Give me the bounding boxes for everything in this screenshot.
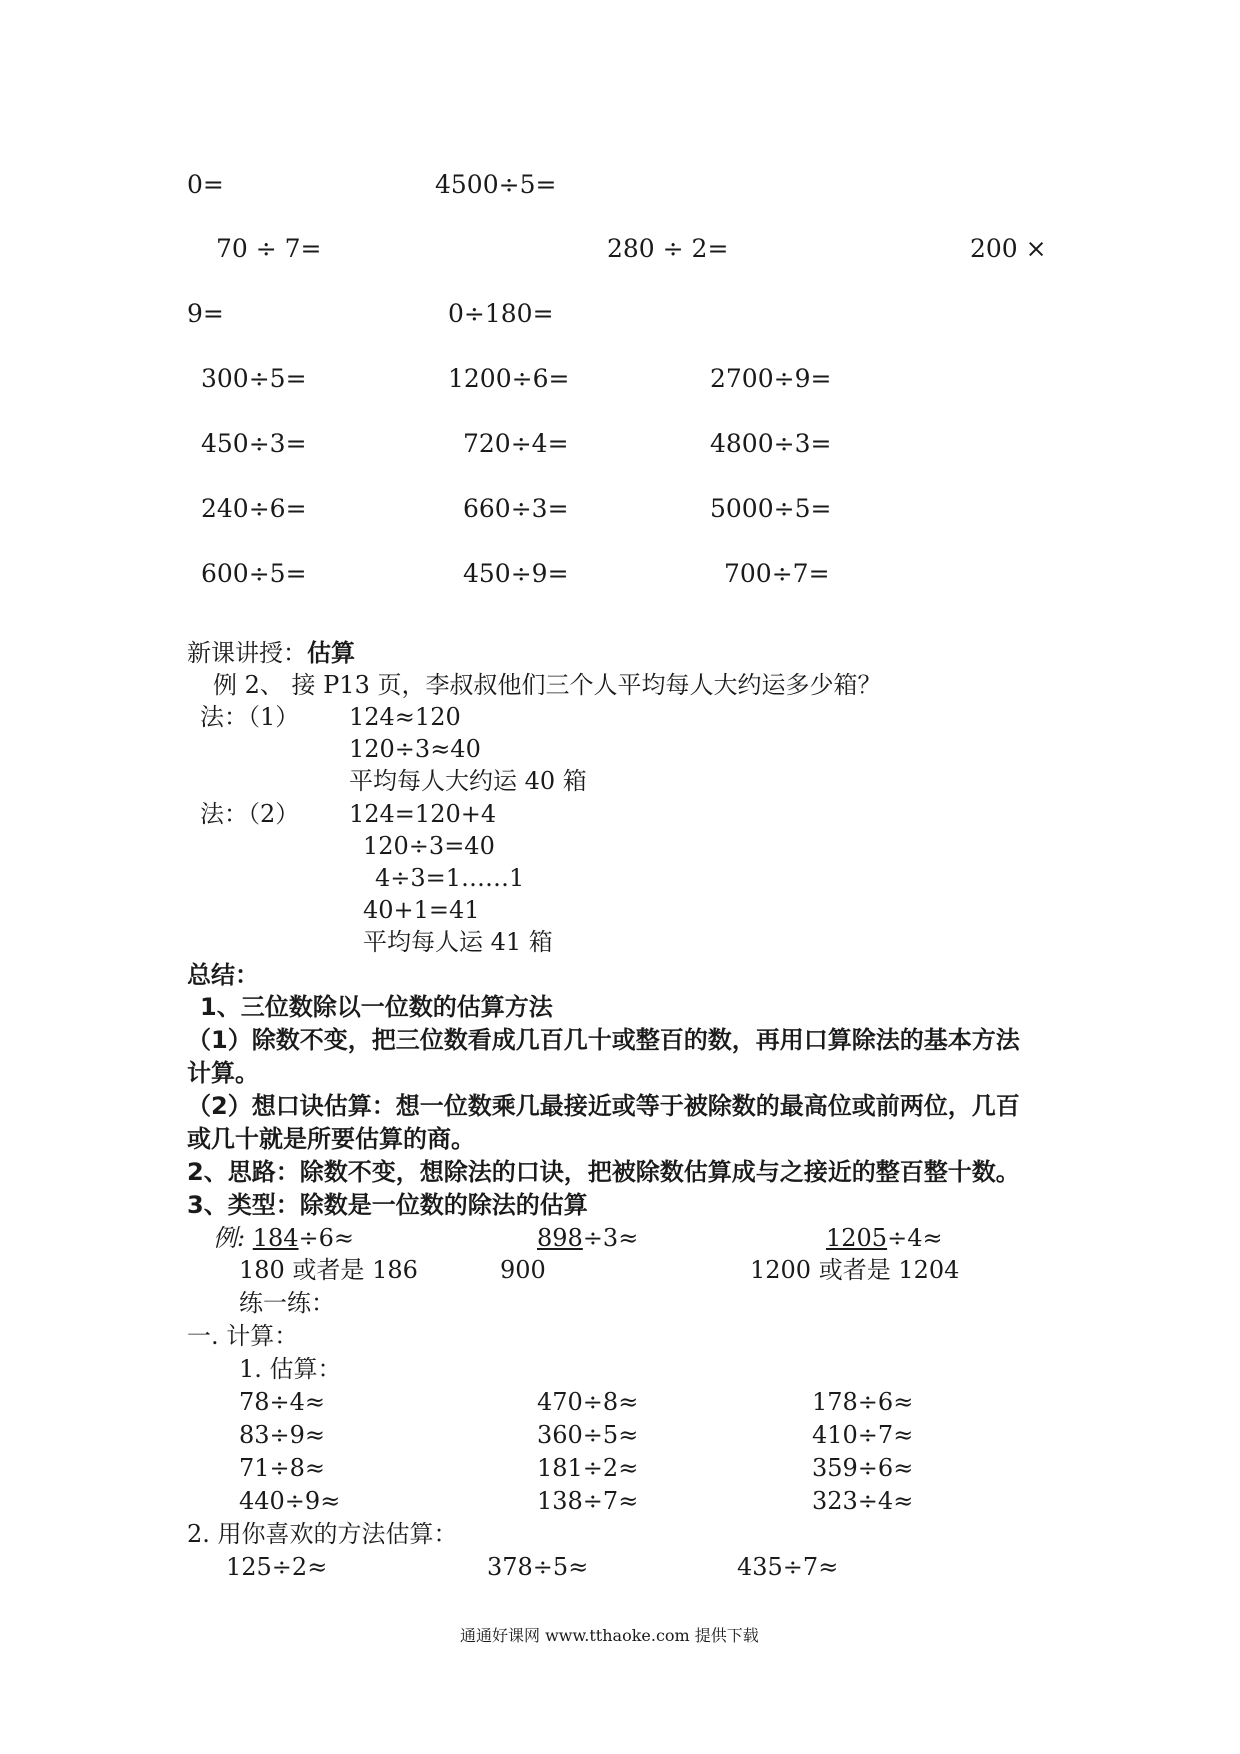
summary-point: 或几十就是所要估算的商。 <box>187 1125 475 1153</box>
oral-expr: 4800÷3= <box>710 429 832 458</box>
oral-expr: 720÷4= <box>463 429 569 458</box>
practice-expr: 359÷6≈ <box>812 1454 914 1482</box>
practice-expr: 125÷2≈ <box>226 1553 328 1581</box>
lesson-heading-prefix: 新课讲授： <box>187 639 307 667</box>
summary-point: 计算。 <box>187 1059 259 1087</box>
practice-sub: 1. 估算： <box>239 1355 342 1383</box>
practice-expr: 470÷8≈ <box>537 1388 639 1416</box>
oral-expr: 70 ÷ 7= <box>216 234 322 263</box>
example-dividend: 184 <box>252 1224 299 1252</box>
practice-expr: 83÷9≈ <box>239 1421 326 1449</box>
example-answer: 1200 或者是 1204 <box>750 1256 960 1284</box>
example-answer: 900 <box>500 1256 546 1284</box>
summary-point: 3、类型：除数是一位数的除法的估算 <box>187 1191 588 1219</box>
method-step: 40+1=41 <box>363 896 480 924</box>
practice-expr: 410÷7≈ <box>812 1421 914 1449</box>
oral-expr: 450÷9= <box>463 559 569 588</box>
practice-expr: 178÷6≈ <box>812 1388 914 1416</box>
oral-expr: 280 ÷ 2= <box>607 234 729 263</box>
lesson-heading-topic: 估算 <box>307 638 355 667</box>
example-answer: 180 或者是 186 <box>239 1256 418 1284</box>
summary-point: 2、思路：除数不变，想除法的口诀，把被除数估算成与之接近的整百整十数。 <box>187 1158 1020 1186</box>
practice-expr: 435÷7≈ <box>737 1553 839 1581</box>
page-footer: 通通好课网 www.tthaoke.com 提供下载 <box>460 1626 759 1645</box>
oral-expr: 5000÷5= <box>710 494 832 523</box>
summary-title: 总结： <box>187 961 259 989</box>
method-step: 平均每人大约运 40 箱 <box>349 767 587 795</box>
oral-expr: 700÷7= <box>724 559 830 588</box>
example-rest: ÷6≈ <box>298 1224 355 1252</box>
method-step: 124≈120 <box>349 703 461 731</box>
example-item <box>826 1226 943 1250</box>
oral-expr: 0÷180= <box>448 299 554 328</box>
practice-expr: 440÷9≈ <box>239 1487 341 1515</box>
oral-expr: 4500÷5= <box>435 170 557 199</box>
practice-expr: 181÷2≈ <box>537 1454 639 1482</box>
practice-expr: 378÷5≈ <box>487 1553 589 1581</box>
summary-point: （2）想口诀估算：想一位数乘几最接近或等于被除数的最高位或前两位，几百 <box>187 1092 1020 1120</box>
practice-expr: 71÷8≈ <box>239 1454 326 1482</box>
practice-sub: 2. 用你喜欢的方法估算： <box>187 1520 458 1548</box>
lesson-heading <box>187 638 355 667</box>
example-item <box>213 1226 354 1250</box>
method1-label: 法：（1） <box>200 703 300 731</box>
example-item <box>537 1226 638 1250</box>
example-dividend: 898 <box>537 1224 583 1252</box>
practice-section: 一. 计算： <box>187 1322 299 1350</box>
oral-expr: 240÷6= <box>201 494 307 523</box>
practice-expr: 78÷4≈ <box>239 1388 326 1416</box>
summary-point: 1、三位数除以一位数的估算方法 <box>200 993 553 1021</box>
practice-expr: 360÷5≈ <box>537 1421 639 1449</box>
practice-expr: 323÷4≈ <box>812 1487 914 1515</box>
oral-expr: 450÷3= <box>201 429 307 458</box>
method2-label: 法：（2） <box>200 800 300 828</box>
example-rest: ÷4≈ <box>887 1224 943 1252</box>
practice-title: 练一练： <box>239 1289 335 1317</box>
oral-expr: 300÷5= <box>201 364 307 393</box>
example-rest: ÷3≈ <box>582 1224 639 1252</box>
example-problem: 例 2、 接 P13 页，李叔叔他们三个人平均每人大约运多少箱？ <box>213 671 882 699</box>
example-label: 例: <box>213 1224 246 1252</box>
method-step: 120÷3≈40 <box>349 735 481 763</box>
oral-expr: 2700÷9= <box>710 364 832 393</box>
method-step: 124=120+4 <box>349 800 497 828</box>
practice-expr: 138÷7≈ <box>537 1487 639 1515</box>
method-step: 120÷3=40 <box>363 832 495 860</box>
summary-point: （1）除数不变，把三位数看成几百几十或整百的数，再用口算除法的基本方法 <box>187 1026 1020 1054</box>
oral-expr: 660÷3= <box>463 494 569 523</box>
method-step: 4÷3=1……1 <box>375 864 525 892</box>
oral-expr: 1200÷6= <box>448 364 570 393</box>
oral-expr: 600÷5= <box>201 559 307 588</box>
oral-expr: 0= <box>187 170 224 199</box>
method-step: 平均每人运 41 箱 <box>363 928 553 956</box>
oral-expr: 9= <box>187 299 224 328</box>
example-dividend: 1205 <box>826 1224 888 1252</box>
oral-expr: 200 × <box>970 234 1047 263</box>
